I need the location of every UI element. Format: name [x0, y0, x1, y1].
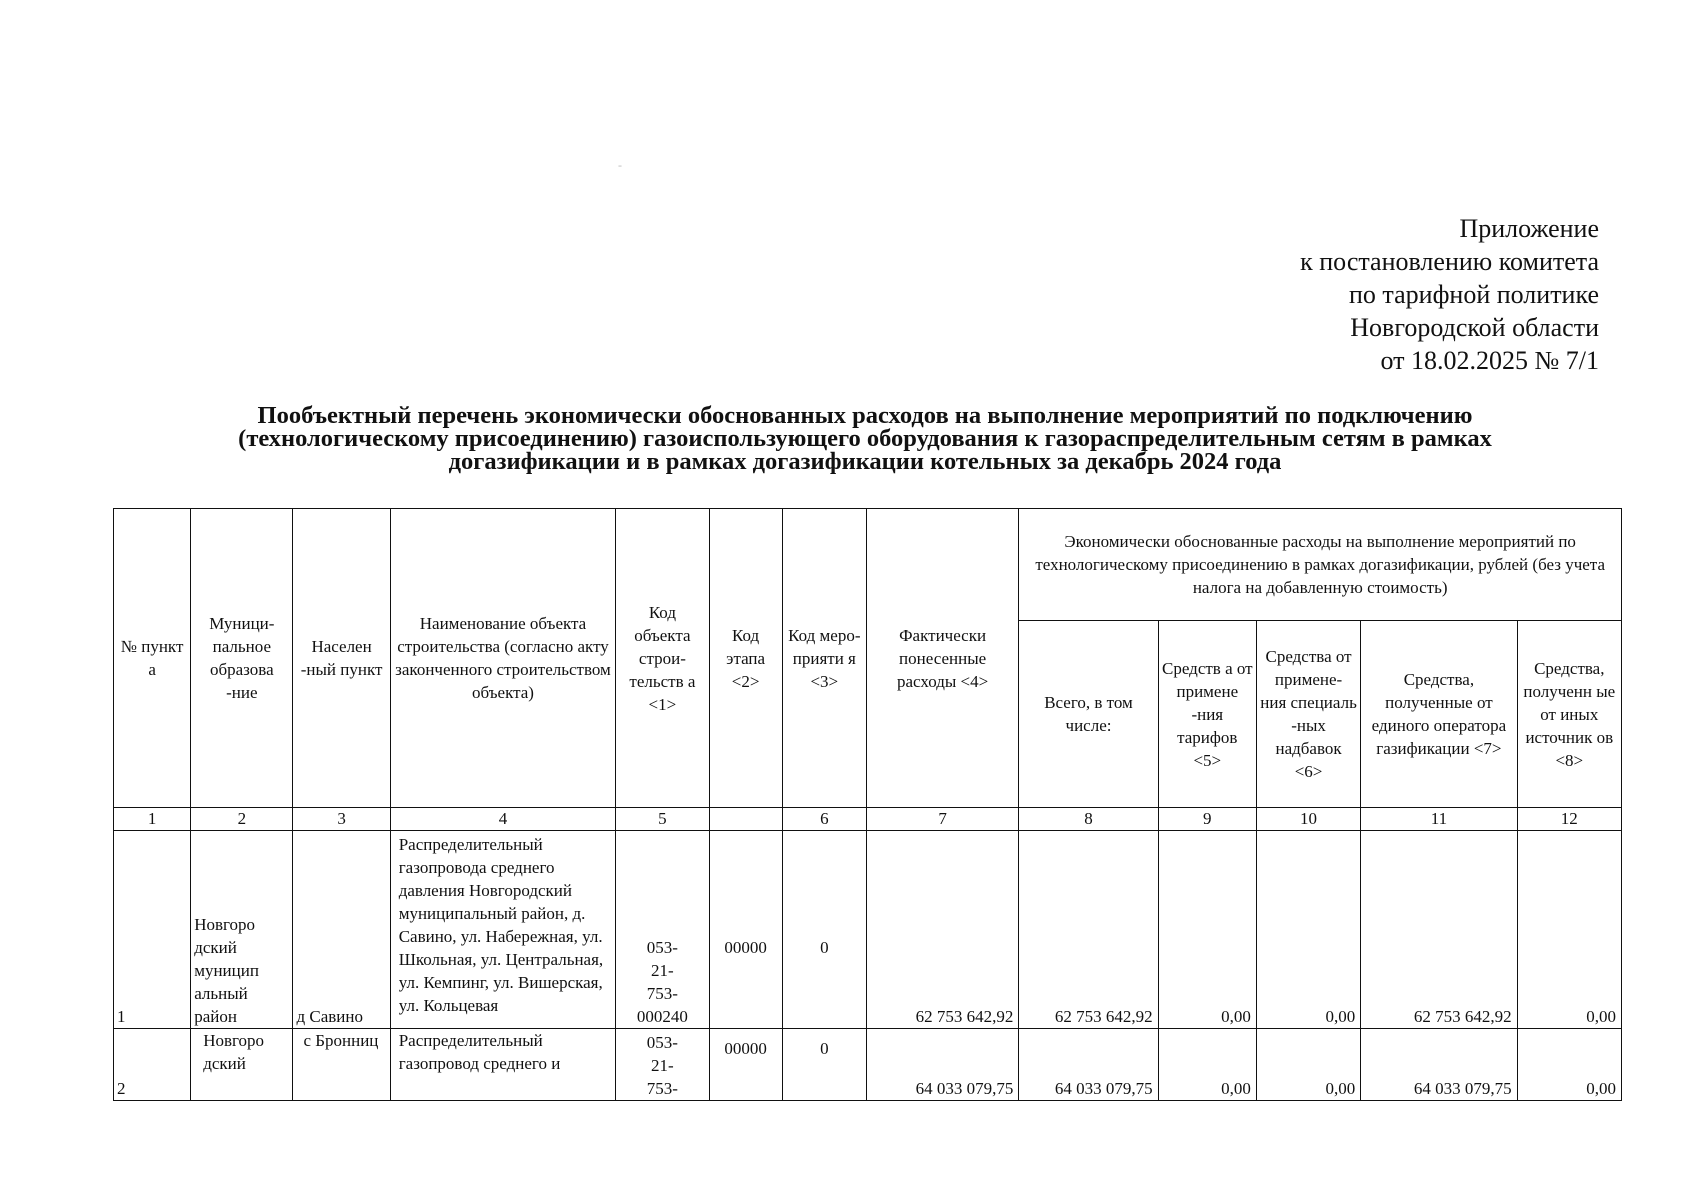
row-other: 0,00 [1517, 1029, 1621, 1101]
header-settlement: Населен -ный пункт [293, 509, 390, 808]
header-gasification-operator: Средства, полученные от единого оператора газификации <7> [1361, 621, 1517, 808]
row-stage-code: 00000 [709, 1029, 782, 1101]
header-special-surcharges: Средства от примене- ния специаль -ных надбавок <6> [1256, 621, 1360, 808]
scan-speck: - [618, 158, 622, 172]
column-number: 6 [782, 808, 866, 831]
table-row [114, 1029, 1622, 1101]
header-tariffs: Средств а от примене -ния тарифов <5> [1158, 621, 1256, 808]
row-other: 0,00 [1517, 831, 1621, 1029]
row-surcharges: 0,00 [1256, 831, 1360, 1029]
row-object-code [616, 831, 709, 1029]
expenses-table [113, 508, 1622, 1101]
title-line: догазификации и в рамках догазификации котельных за декабрь 2024 года [448, 448, 1282, 475]
row-operator: 62 753 642,92 [1361, 831, 1517, 1029]
column-number: 8 [1019, 808, 1158, 831]
column-number: 9 [1158, 808, 1256, 831]
appendix-block [1300, 212, 1599, 377]
column-number: 4 [390, 808, 616, 831]
column-number: 1 [114, 808, 191, 831]
header-row-group [114, 509, 1622, 621]
row-event-code: 0 [782, 1029, 866, 1101]
row-operator: 64 033 079,75 [1361, 1029, 1517, 1101]
header-event-code: Код меро- прияти я <3> [782, 509, 866, 808]
row-number: 2 [114, 1029, 191, 1101]
row-object-name: Распределительный газопровода среднего давления Новгородский муниципальный район, д. Савино, ул. Набережная, ул. Школьная, ул. Центральная, ул. Кемпинг, ул. Вишерская, ул. Кольцевая [390, 831, 616, 1029]
row-stage-code: 00000 [709, 831, 782, 1029]
row-surcharges: 0,00 [1256, 1029, 1360, 1101]
column-number: 3 [293, 808, 390, 831]
appendix-line: Новгородской области [1350, 313, 1599, 342]
row-object-code-text: 053-21-753-000240 [636, 938, 688, 1026]
header-actual-expenses: Фактически понесенные расходы <4> [866, 509, 1018, 808]
row-tariffs: 0,00 [1158, 1029, 1256, 1101]
column-number: 11 [1361, 808, 1517, 831]
header-group-justified-expenses: Экономически обоснованные расходы на выполнение мероприятий по технологическому присоединению в рамках догазификации, рублей (без учета налога на добавленную стоимость) [1019, 509, 1622, 621]
row-settlement: д Савино [293, 831, 390, 1029]
appendix-line: к постановлению комитета [1300, 247, 1599, 276]
header-municipality: Муници- пальное образова -ние [191, 509, 293, 808]
row-settlement: с Бронниц [293, 1029, 390, 1101]
column-number: 2 [191, 808, 293, 831]
row-total: 62 753 642,92 [1019, 831, 1158, 1029]
column-number: 7 [866, 808, 1018, 831]
column-number: 5 [616, 808, 709, 831]
column-number: 12 [1517, 808, 1621, 831]
header-stage-code: Код этапа <2> [709, 509, 782, 808]
row-event-code: 0 [782, 831, 866, 1029]
column-number [709, 808, 782, 831]
row-object-name: Распределительный газопровод среднего и [390, 1029, 616, 1101]
header-object-name: Наименование объекта строительства (согласно акту законченного строительством объекта) [390, 509, 616, 808]
column-number-row [114, 808, 1622, 831]
row-object-code [616, 1029, 709, 1101]
row-actual-expenses: 62 753 642,92 [866, 831, 1018, 1029]
row-number: 1 [114, 831, 191, 1029]
row-tariffs: 0,00 [1158, 831, 1256, 1029]
appendix-line: по тарифной политике [1349, 280, 1599, 309]
row-object-code-text: 053-21-753- [646, 1033, 678, 1098]
header-total: Всего, в том числе: [1019, 621, 1158, 808]
row-municipality: Новгоро дский муницип альный район [191, 831, 293, 1029]
row-municipality: Новгоро дский [191, 1029, 293, 1101]
appendix-line: от 18.02.2025 № 7/1 [1380, 346, 1599, 375]
header-other-sources: Средства, полученн ые от иных источник ов <8> [1517, 621, 1621, 808]
title-line: Пообъектный перечень экономически обоснованных расходов на выполнение мероприятий по подключению [257, 402, 1473, 429]
column-number: 10 [1256, 808, 1360, 831]
row-actual-expenses: 64 033 079,75 [866, 1029, 1018, 1101]
title-line: (технологическому присоединению) газоиспользующего оборудования к газораспределительным сетям в рамках [238, 425, 1492, 452]
table-row [114, 831, 1622, 1029]
document-title [110, 404, 1620, 473]
header-item-number: № пункт а [114, 509, 191, 808]
header-object-code: Код объекта строи- тельств а <1> [616, 509, 709, 808]
row-total: 64 033 079,75 [1019, 1029, 1158, 1101]
appendix-line: Приложение [1459, 214, 1599, 243]
